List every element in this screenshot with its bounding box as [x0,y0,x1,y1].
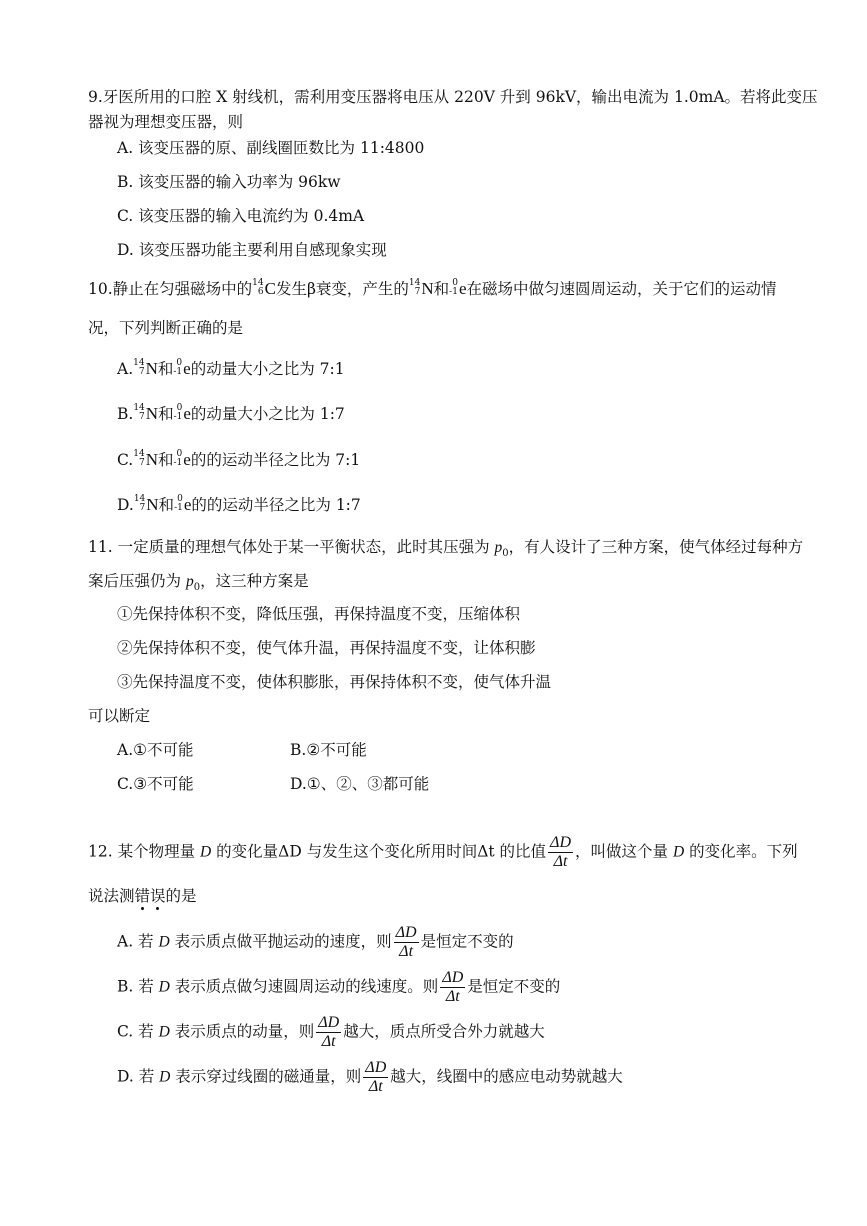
d-symbol: D [200,843,212,861]
d-symbol: D [672,843,685,861]
p0-subscript: 0 [502,548,509,560]
electron-symbol: e [183,495,192,514]
q12-stem1-c: ，叫做这个量 [575,842,673,861]
q11-stem2-a: 案后压强仍为 [88,572,186,590]
q10-option-d [117,495,361,515]
option-tail: 的的运动半径之比为 1:7 [191,496,361,514]
option-mid: 和 [157,360,174,378]
q11-plan-1: ①先保持体积不变，降低压强，再保持温度不变，压缩体积 [117,605,521,623]
q11-plan-2: ②先保持体积不变，使气体升温，再保持温度不变，让体积膨 [117,639,536,657]
q12-stem1-b: 的变化量ΔD 与发生这个变化所用时间Δt 的比值 [211,842,547,861]
fraction-numerator: ΔD [365,1059,387,1076]
fraction-denominator: Δt [399,943,414,960]
option-mid: 和 [158,496,175,514]
nitrogen-nuclide [133,404,158,424]
q11-option-b: B.②不可能 [290,741,367,759]
electron-nuclide [173,450,190,470]
electron-mass: 0 [176,449,183,459]
electron-nuclide [449,279,466,299]
nitrogen-symbol: N [421,279,434,298]
option-tail: 的动量大小之比为 7:1 [190,360,345,378]
q10-option-a [117,359,345,379]
fraction-denominator: Δt [321,1033,336,1050]
nitrogen-symbol: N [146,495,159,514]
q11-stem2-b: ，这三种方案是 [200,572,309,590]
nitrogen-symbol: N [145,359,158,378]
q11-stem-line2 [88,571,309,598]
q10-option-c [117,450,360,470]
q10-stem-d: 在磁场中做匀速圆周运动，关于它们的运动情 [466,280,777,298]
option-head: A. 若 [117,932,159,951]
d-symbol: D [159,1068,171,1086]
q10-stem-c: 和 [433,280,450,298]
q12-option-d [117,1059,623,1096]
electron-symbol: e [183,404,191,423]
option-mid: 表示质点做匀速圆周运动的线速度。则 [169,977,439,996]
q9-option-c: C. 该变压器的输入电流约为 0.4mA [117,207,365,225]
nitrogen-symbol: N [145,404,159,423]
option-letter: B. [117,405,134,423]
q11-plan-3: ③先保持温度不变，使体积膨胀，再保持体积不变，使气体升温 [117,673,552,691]
option-mid: 和 [158,405,174,423]
d-symbol: D [158,1023,170,1041]
electron-mass: 0 [452,278,458,288]
q12-option-b [117,969,560,1006]
fraction-numerator: ΔD [395,924,417,941]
carbon-symbol: C [264,279,276,298]
q12-stem2-a: 说法测 [88,887,135,905]
electron-symbol: e [458,279,467,298]
q10-stem-line2: 况，下列判断正确的是 [88,319,244,337]
rate-fraction [548,834,573,871]
carbon-mass: 14 [252,278,264,288]
fraction-denominator: Δt [368,1078,383,1095]
fraction-numerator: ΔD [442,969,464,986]
option-tail: 的的运动半径之比为 7:1 [190,451,361,469]
nitrogen-z: 7 [139,503,146,513]
electron-z: -1 [173,367,183,377]
q9-stem-line2: 器视为理想变压器，则 [88,113,244,131]
rate-fraction [440,969,465,1006]
q9-option-d: D. 该变压器功能主要利用自感现象实现 [117,241,387,259]
option-letter: C. [117,451,134,469]
fraction-numerator: ΔD [318,1014,340,1031]
electron-mass: 0 [176,358,183,368]
q9-stem-line1: 9.牙医所用的口腔 X 射线机，需利用变压器将电压从 220V 升到 96kV，输出电流为 1.0mA。若将此变压 [88,88,818,106]
nitrogen-mass: 14 [133,403,145,413]
option-head: D. 若 [117,1067,160,1086]
q11-option-a: A.①不可能 [117,741,194,759]
electron-mass: 0 [176,403,183,413]
option-tail: 越大，线圈中的感应电动势就越大 [390,1067,623,1086]
d-symbol: D [158,978,170,996]
nitrogen-nuclide [409,279,434,299]
option-tail: 是恒定不变的 [467,977,561,996]
q11-conclude: 可以断定 [88,707,151,725]
option-mid: 表示质点的动量，则 [169,1022,315,1041]
q11-stem-line1 [88,537,803,564]
nitrogen-mass: 14 [408,278,421,288]
p0-symbol: p [494,539,503,556]
nitrogen-z: 7 [138,367,145,377]
q10-option-b [117,404,345,424]
electron-symbol: e [183,359,191,378]
option-tail: 越大，质点所受合外力就越大 [343,1022,545,1041]
option-mid: 表示穿过线圈的磁通量，则 [170,1067,362,1086]
p0-symbol: p [185,573,194,590]
nitrogen-mass: 14 [133,358,145,368]
q10-stem-line1 [88,279,777,299]
fraction-denominator: Δt [445,988,460,1005]
nitrogen-z: 7 [414,287,421,297]
option-tail: 的动量大小之比为 1:7 [190,405,345,423]
nitrogen-z: 7 [138,458,145,468]
nitrogen-z: 7 [139,412,145,422]
q9-option-b: B. 该变压器的输入功率为 96kw [117,173,341,191]
fraction-numerator: ΔD [550,834,571,851]
q12-stem-line1 [88,834,798,871]
option-mid: 表示质点做平抛运动的速度，则 [169,932,392,951]
electron-nuclide [173,359,190,379]
option-mid: 和 [157,451,174,469]
electron-mass: 0 [177,494,183,504]
nitrogen-nuclide [133,450,158,470]
nitrogen-symbol: N [145,450,158,469]
q12-stem1-d: 的变化率。下列 [684,842,798,861]
q10-stem-a: 10.静止在匀强磁场中的 [88,280,253,298]
electron-nuclide [174,404,191,424]
q10-stem-b: 发生β衰变，产生的 [275,280,409,298]
electron-z: -1 [449,287,458,297]
nitrogen-mass: 14 [133,494,146,504]
option-head: B. 若 [117,977,159,996]
q12-stem-line2 [88,886,197,906]
electron-symbol: e [183,450,191,469]
rate-fraction [363,1059,388,1096]
q11-stem1-b: ，有人设计了三种方案，使气体经过每种方 [508,538,804,556]
nitrogen-nuclide [133,359,158,379]
emphasis-dot-char: 错 [134,887,151,905]
q12-stem2-b: 的是 [165,887,197,905]
q11-option-d: D.①、②、③都可能 [290,775,430,793]
q12-option-c [117,1014,545,1051]
q12-stem1-a: 12. 某个物理量 [88,842,201,861]
electron-nuclide [174,495,191,515]
rate-fraction [394,924,419,961]
electron-z: -1 [173,458,183,468]
electron-z: -1 [174,503,183,513]
q9-option-a: A. 该变压器的原、副线圈匝数比为 11:4800 [117,139,425,157]
option-head: C. 若 [117,1022,159,1041]
d-symbol: D [158,933,170,951]
nitrogen-nuclide [134,495,159,515]
emphasis-dot-char: 误 [150,887,166,905]
carbon-z: 6 [257,287,264,297]
carbon-nuclide [252,279,276,299]
option-tail: 是恒定不变的 [420,932,514,951]
option-letter: D. [117,496,134,514]
q11-option-c: C.③不可能 [117,775,194,793]
p0-subscript: 0 [193,582,201,594]
nitrogen-mass: 14 [133,449,145,459]
rate-fraction [316,1014,341,1051]
q12-option-a [117,924,514,961]
fraction-denominator: Δt [553,853,568,870]
option-letter: A. [117,360,134,378]
electron-z: -1 [173,412,183,422]
q11-stem1-a: 11. 一定质量的理想气体处于某一平衡状态，此时其压强为 [88,538,495,556]
